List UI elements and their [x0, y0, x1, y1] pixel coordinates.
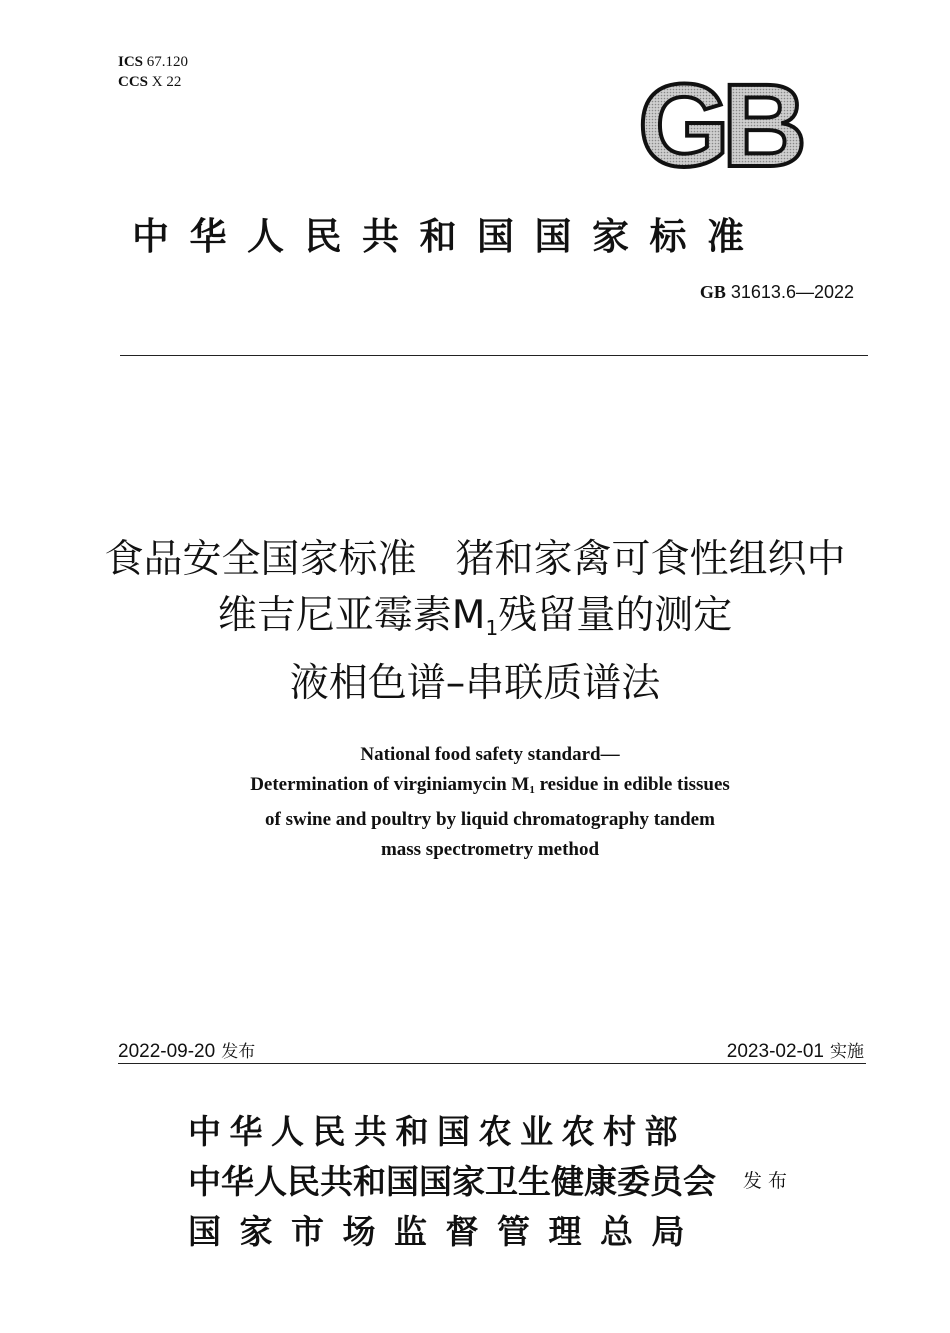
cn-title-line-1: 食品安全国家标准 猪和家禽可食性组织中: [104, 537, 846, 582]
bottom-divider: [118, 1063, 866, 1064]
issuer-ministry-agriculture: 中华人民共和国农业农村部: [188, 1112, 686, 1151]
english-title: [0, 740, 950, 865]
en-title-line-4: mass spectrometry method: [380, 839, 600, 860]
ccs-code: CCS X 22: [118, 74, 182, 90]
en-title-line-2: Determination of virginiamycin $M_1$ residue in edible tissues: [250, 774, 730, 796]
gb-logo-text: GB: [638, 76, 799, 172]
en-title-line-1: National food safety standard—: [360, 744, 620, 765]
chinese-title: [0, 532, 950, 712]
issue-date: 2022-09-20 发布: [118, 1041, 256, 1062]
issuer-health-commission: 中华人民共和国国家卫生健康委员会: [188, 1162, 716, 1201]
ics-code: ICS 67.120: [118, 54, 189, 70]
issuer-market-regulation: 国家市场监督管理总局: [188, 1212, 703, 1251]
gb-logo-icon: [636, 76, 826, 172]
standard-number: GB 31613.6—2022: [699, 282, 854, 302]
cn-title-line-3: 液相色谱–串联质谱法: [289, 661, 661, 706]
publish-label: 发布: [743, 1170, 794, 1192]
national-standard-title: 中华人民共和国国家标准: [132, 214, 765, 258]
top-divider: [120, 355, 868, 356]
cn-title-line-2: 维吉尼亚霉素$M_1$残留量的测定: [217, 593, 733, 640]
en-title-line-3: of swine and poultry by liquid chromatography tandem: [265, 809, 715, 830]
classification-codes: [118, 52, 188, 92]
effective-date: 2023-02-01 实施: [726, 1041, 864, 1062]
